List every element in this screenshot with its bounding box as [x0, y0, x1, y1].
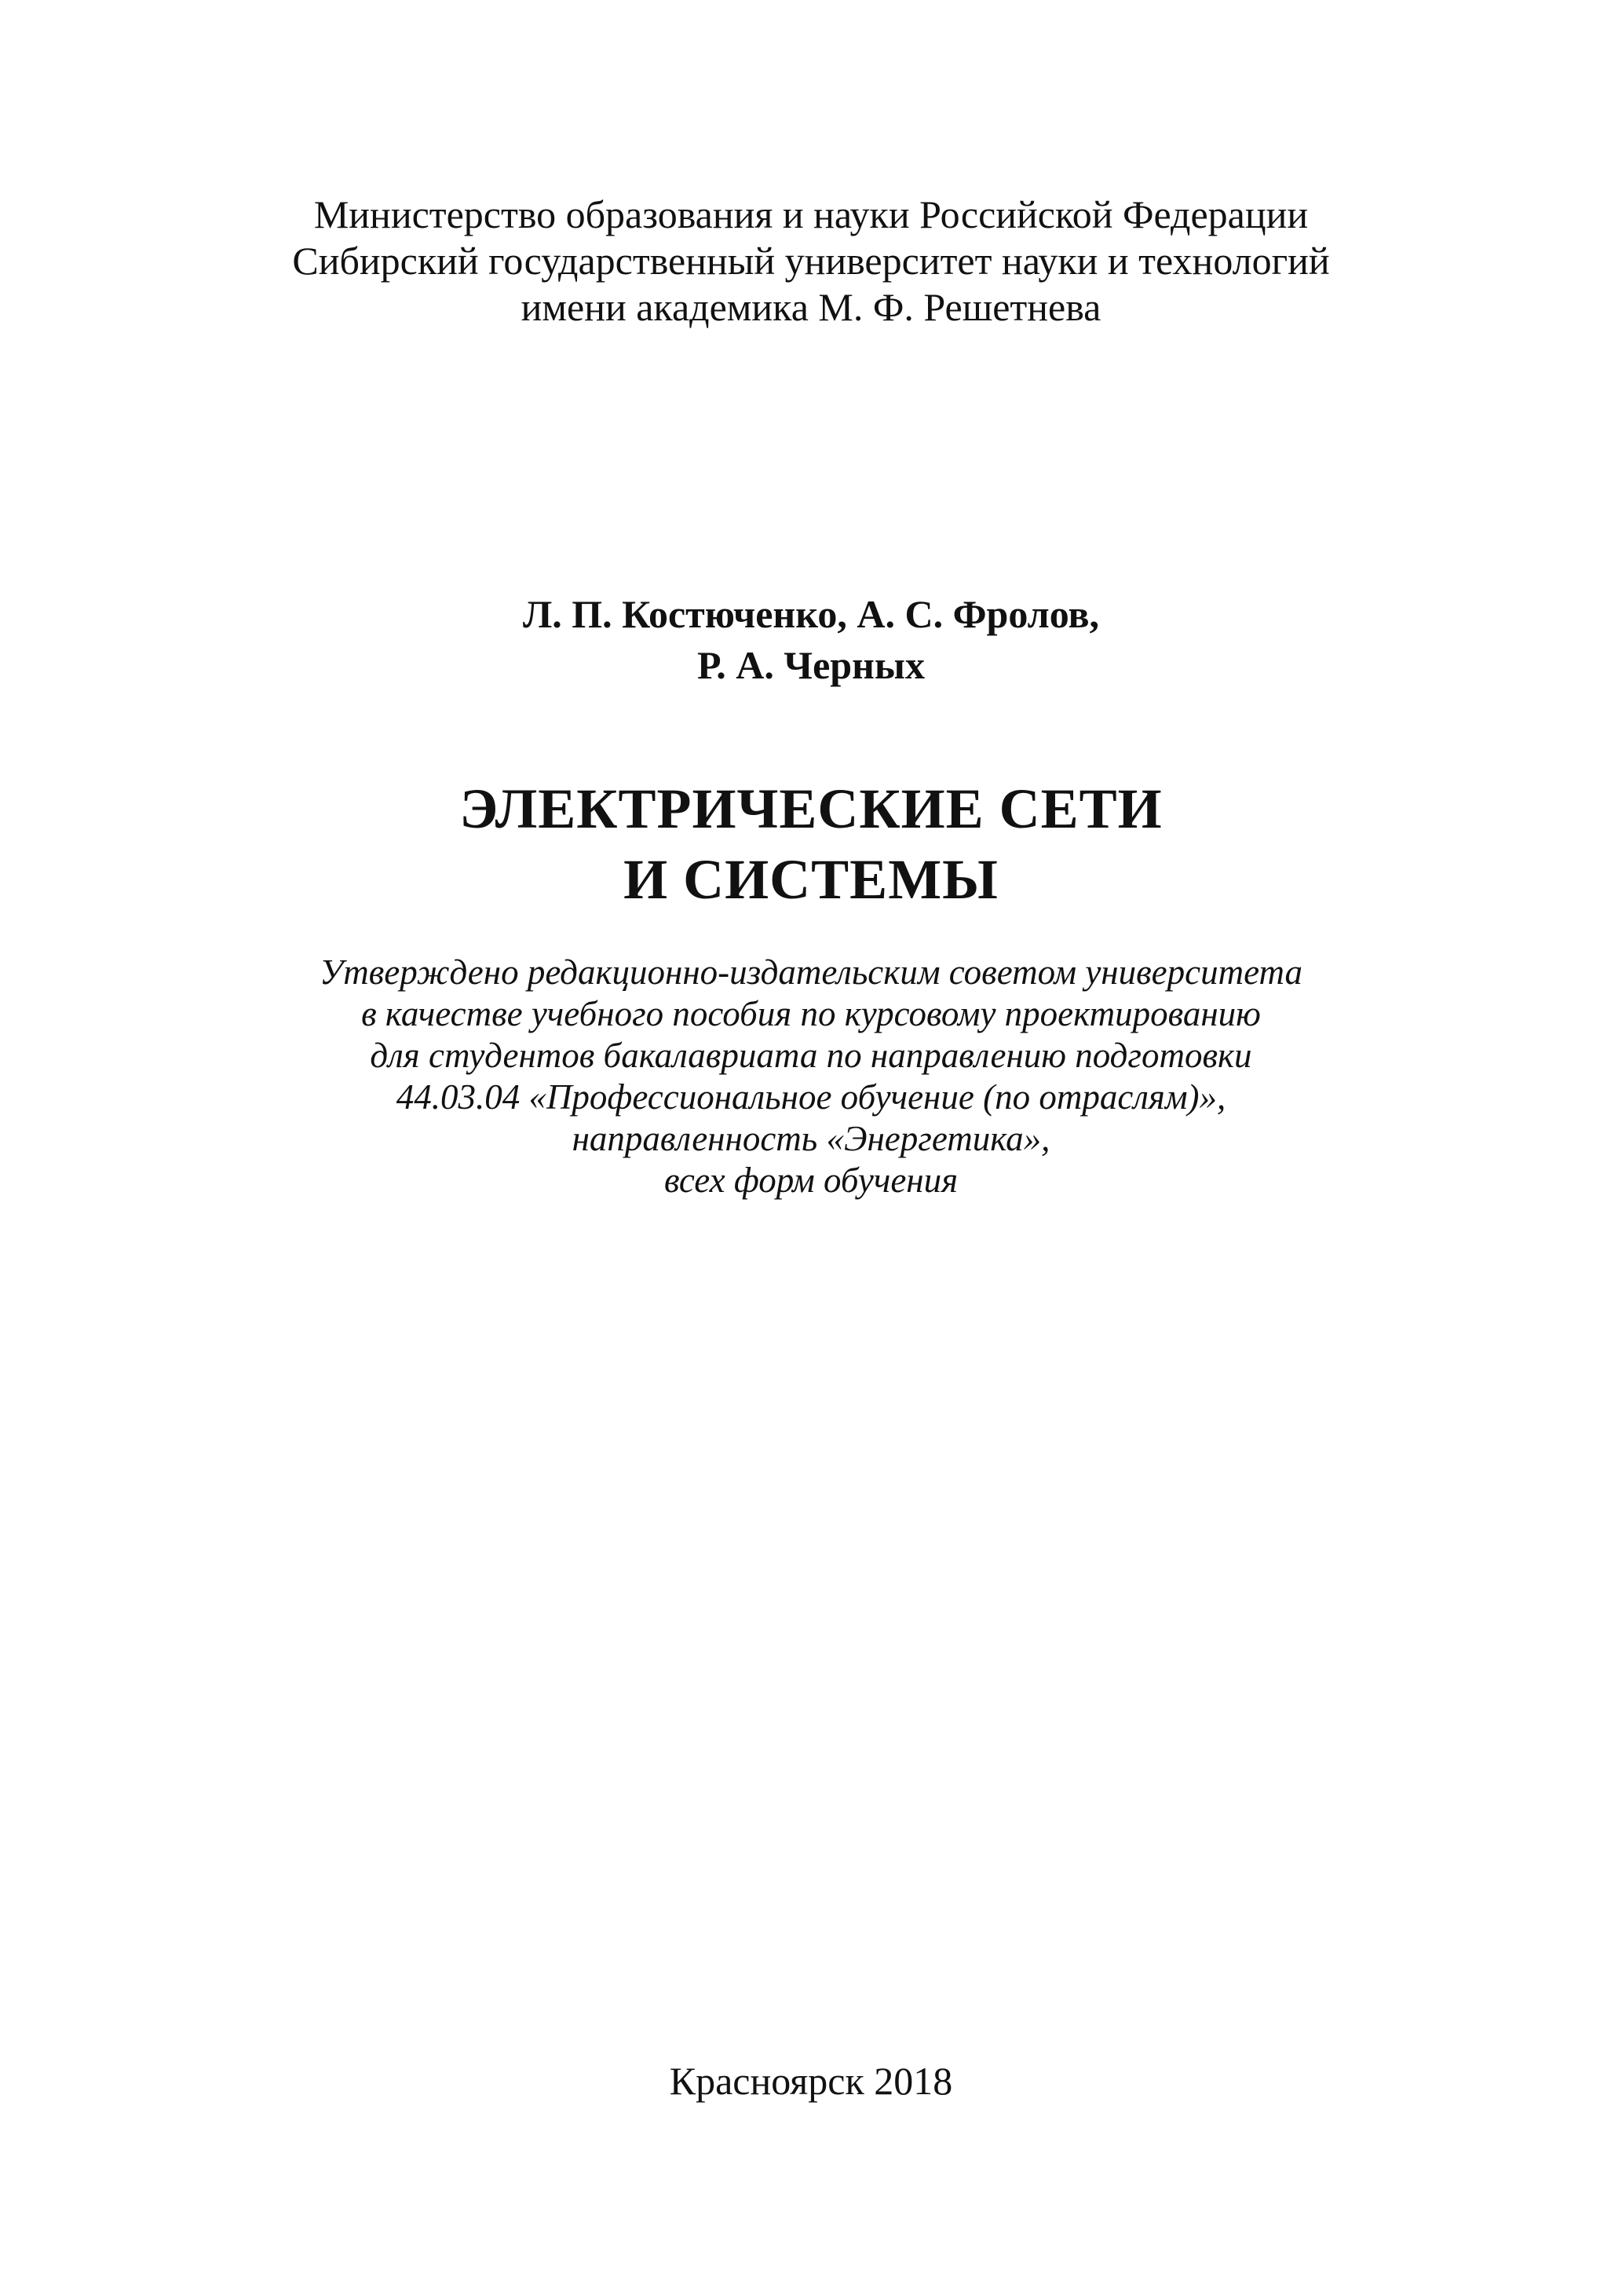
book-title — [0, 773, 1622, 915]
approval-line-2: в качестве учебного пособия по курсовому проектированию — [361, 994, 1261, 1033]
title-line-1: ЭЛЕКТРИЧЕСКИЕ СЕТИ — [459, 777, 1163, 840]
title-line-2: И СИСТЕМЫ — [623, 848, 999, 911]
authors-line-1: Л. П. Костюченко, А. С. Фролов, — [523, 592, 1099, 636]
approval-line-6: всех форм обучения — [663, 1161, 959, 1200]
ministry-line: Министерство образования и науки Российской Федерации — [313, 192, 1309, 236]
institution-header — [0, 192, 1622, 331]
authors — [0, 589, 1622, 691]
approval-line-3: для студентов бакалавриата по направлению подготовки — [370, 1036, 1252, 1075]
approval-line-5: направленность «Энергетика», — [572, 1119, 1050, 1158]
publication-place-year — [0, 2057, 1622, 2104]
authors-line-2: Р. А. Черных — [697, 643, 925, 687]
approval-line-4: 44.03.04 «Профессиональное обучение (по отраслям)», — [396, 1077, 1226, 1117]
approval-line-1: Утверждено редакционно-издательским советом университета — [319, 952, 1303, 992]
approval-statement — [0, 952, 1622, 1201]
university-name-line: имени академика М. Ф. Решетнева — [521, 285, 1101, 329]
university-line: Сибирский государственный университет науки и технологий — [292, 239, 1330, 283]
city-year: Красноярск 2018 — [669, 2059, 953, 2103]
